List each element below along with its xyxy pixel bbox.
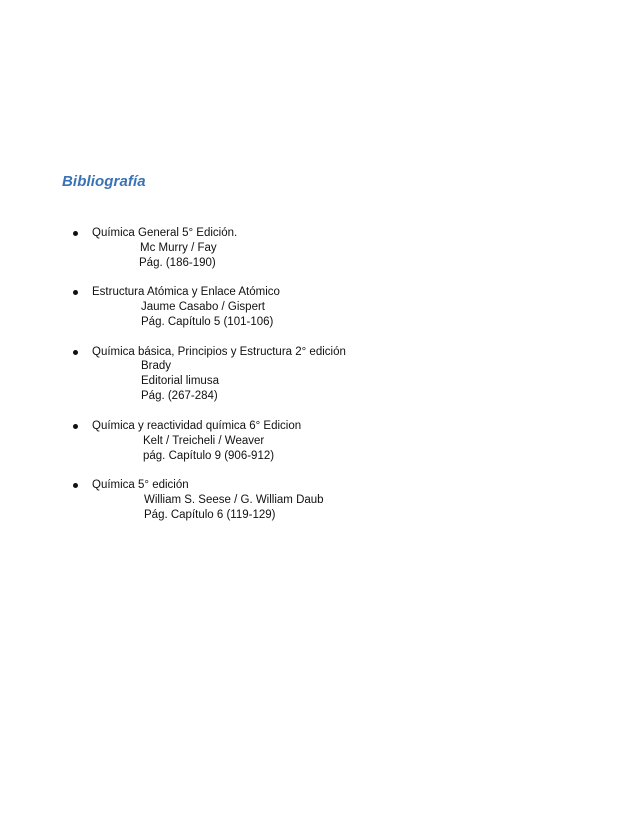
entry-authors: Brady [141,360,172,372]
entry-authors: Mc Murry / Fay [140,242,217,254]
entry-pages: Pág. (267-284) [141,390,218,402]
entry-pages: Pág. (186-190) [139,257,216,269]
bullet-icon [73,483,78,488]
entry-title: Estructura Atómica y Enlace Atómico [92,286,280,298]
entry-pages: Pág. Capítulo 6 (119-129) [144,509,276,521]
section-heading: Bibliografía [62,173,146,190]
bullet-icon [73,231,78,236]
entry-authors: William S. Seese / G. William Daub [144,494,324,506]
entry-title: Química 5° edición [92,479,189,491]
entry-authors: Jaume Casabo / Gispert [141,301,266,313]
entry-title: Química y reactividad química 6° Edicion [92,420,302,432]
entry-authors: Kelt / Treicheli / Weaver [143,435,265,447]
entry-publisher: Editorial limusa [141,375,219,387]
entry-pages: pág. Capítulo 9 (906-912) [143,450,275,462]
entry-title: Química básica, Principios y Estructura 2° edición [92,346,346,358]
bullet-icon [73,424,78,429]
entry-pages: Pág. Capítulo 5 (101-106) [141,316,274,328]
bullet-icon [73,350,78,355]
entry-title: Química General 5° Edición. [92,227,238,239]
bullet-icon [73,290,78,295]
